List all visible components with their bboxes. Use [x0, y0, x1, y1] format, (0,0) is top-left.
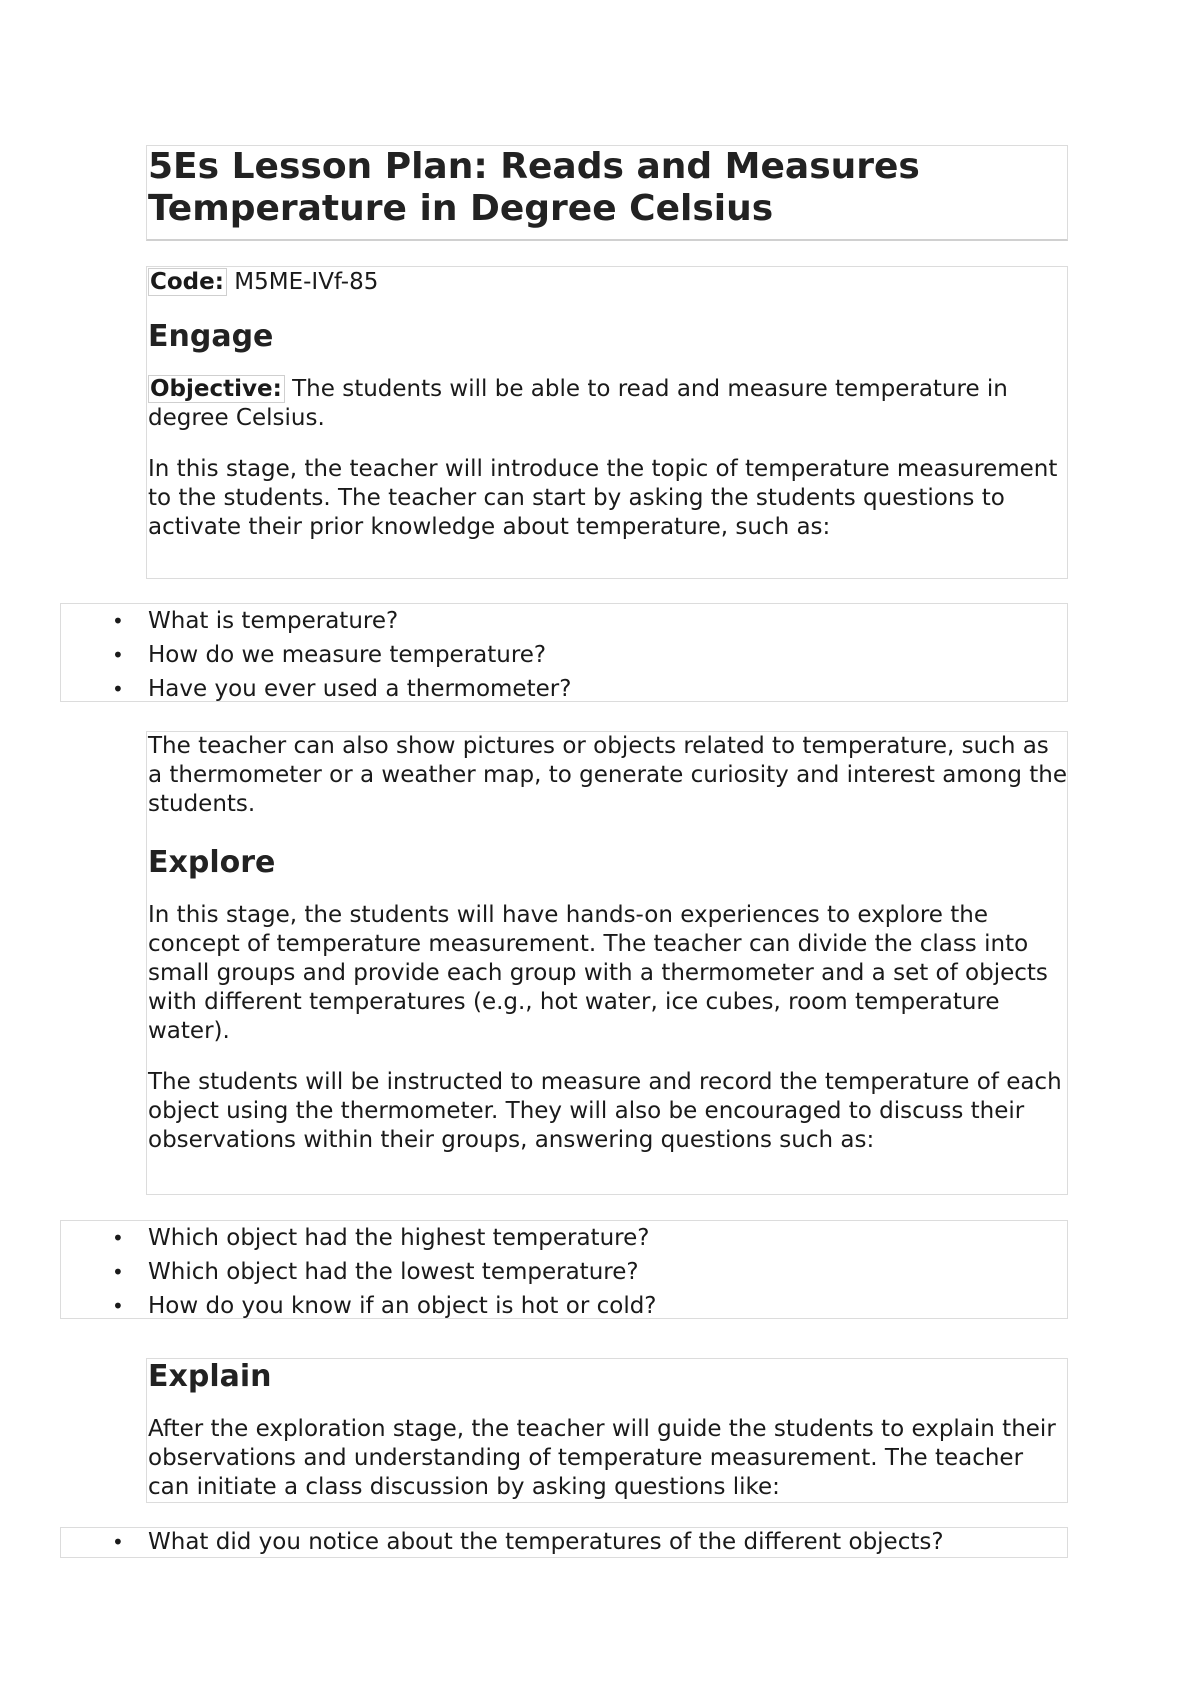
bullet-icon: • [112, 677, 124, 701]
engage-section [146, 266, 1068, 579]
explore-section [146, 731, 1068, 1195]
bullet-icon: • [112, 643, 124, 667]
list-item [61, 672, 1067, 706]
list-item-text: How do you know if an object is hot or cold? [148, 1293, 657, 1319]
engage-closing-paragraph: The teacher can also show pictures or objects related to temperature, such as a thermometer or a weather map, to generate curiosity and interest among the students. [148, 733, 1068, 817]
list-item-text: What is temperature? [148, 608, 399, 634]
code-value: M5ME-IVf-85 [234, 269, 379, 295]
list-item [61, 1289, 1067, 1323]
objective-text: The students will be able to read and measure temperature in degree Celsius. [148, 376, 1008, 431]
engage-heading: Engage [148, 319, 274, 354]
bullet-icon: • [112, 1260, 124, 1284]
bullet-icon: • [112, 1294, 124, 1318]
list-item-text: How do we measure temperature? [148, 642, 547, 668]
explain-question-list [60, 1527, 1068, 1558]
page-title: 5Es Lesson Plan: Reads and Measures Temperature in Degree Celsius [148, 146, 920, 229]
explain-section [146, 1358, 1068, 1503]
list-item-text: Which object had the lowest temperature? [148, 1259, 639, 1285]
code-label: Code: [148, 268, 227, 296]
bullet-icon: • [112, 1226, 124, 1250]
title-block [146, 145, 1068, 241]
list-item-text: What did you notice about the temperatures of the different objects? [148, 1529, 944, 1555]
list-item [61, 1221, 1067, 1255]
code-line [147, 267, 1067, 297]
list-item-text: Which object had the highest temperature? [148, 1225, 650, 1251]
bullet-icon: • [112, 1530, 124, 1554]
list-item-text: Have you ever used a thermometer? [148, 676, 572, 702]
list-item [61, 638, 1067, 672]
bullet-icon: • [112, 609, 124, 633]
explore-question-list [60, 1220, 1068, 1319]
explore-paragraph-2: The students will be instructed to measure and record the temperature of each object using the thermometer. They will also be encouraged to discuss their observations within their groups, answering questions such as: [148, 1069, 1062, 1153]
explain-heading: Explain [148, 1359, 272, 1394]
list-item [61, 1528, 1067, 1556]
objective-line [147, 375, 1067, 433]
engage-question-list [60, 603, 1068, 702]
explain-paragraph: After the exploration stage, the teacher will guide the students to explain their observations and understanding of temperature measurement. The teacher can initiate a class discussion by asking questions like: [148, 1416, 1056, 1500]
objective-label: Objective: [148, 375, 285, 403]
explore-paragraph-1: In this stage, the students will have hands-on experiences to explore the concept of temperature measurement. The teacher can divide the class into small groups and provide each group with a thermometer and a set of objects with different temperatures (e.g., hot water, ice cubes, room temperature water). [148, 902, 1048, 1044]
explore-heading: Explore [148, 845, 276, 880]
list-item [61, 604, 1067, 638]
engage-paragraph: In this stage, the teacher will introduce the topic of temperature measurement to the students. The teacher can start by asking the students questions to activate their prior knowledge about temperature, such as: [148, 456, 1058, 540]
list-item [61, 1255, 1067, 1289]
